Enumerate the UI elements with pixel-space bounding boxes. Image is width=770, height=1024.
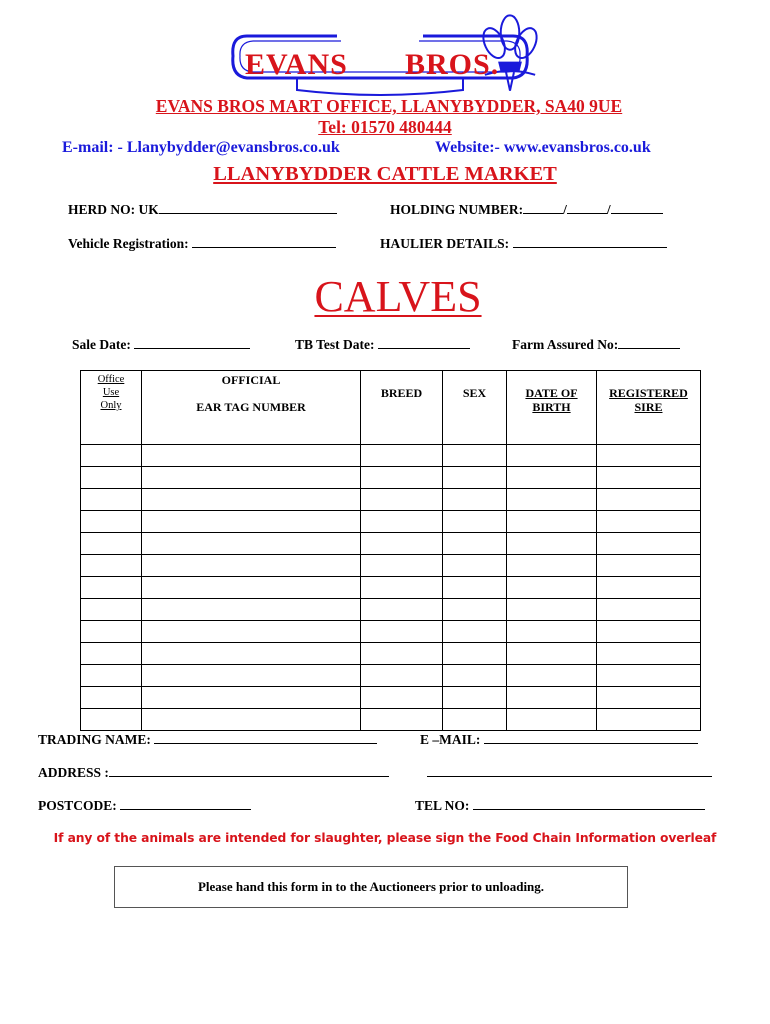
holding-number-label: HOLDING NUMBER: (390, 202, 524, 217)
haulier-details-label: HAULIER DETAILS: (380, 236, 510, 251)
office-email: E-mail: - Llanybydder@evansbros.co.uk (62, 139, 340, 156)
table-row (81, 665, 701, 687)
farm-assured-line[interactable] (618, 337, 680, 349)
office-use-cell[interactable] (81, 489, 142, 511)
registered-sire-cell[interactable] (597, 511, 701, 533)
sale-date-line[interactable] (134, 337, 250, 349)
email-line[interactable] (484, 732, 698, 744)
date-of-birth-cell[interactable] (507, 555, 597, 577)
trading-name-field[interactable] (38, 732, 377, 748)
ear-tag-cell[interactable] (142, 599, 361, 621)
ear-tag-header: OFFICIAL EAR TAG NUMBER (142, 371, 361, 445)
registered-sire-cell[interactable] (597, 467, 701, 489)
registered-sire-cell[interactable] (597, 709, 701, 731)
table-row (81, 577, 701, 599)
date-of-birth-cell[interactable] (507, 511, 597, 533)
table-row (81, 555, 701, 577)
table-row (81, 709, 701, 731)
sex-header: SEX (443, 371, 507, 445)
date-of-birth-cell[interactable] (507, 621, 597, 643)
table-row (81, 445, 701, 467)
date-of-birth-cell[interactable] (507, 665, 597, 687)
registered-sire-header: REGISTERED SIRE (597, 371, 701, 445)
trading-name-line[interactable] (154, 732, 377, 744)
herd-no-line[interactable] (159, 202, 337, 214)
office-use-cell[interactable] (81, 533, 142, 555)
office-address: EVANS BROS MART OFFICE, LLANYBYDDER, SA40 9UE (155, 96, 623, 116)
postcode-field[interactable] (38, 798, 251, 814)
sex-cell[interactable] (443, 445, 507, 467)
registered-sire-cell[interactable] (597, 599, 701, 621)
breed-cell[interactable] (361, 599, 443, 621)
office-use-cell[interactable] (81, 555, 142, 577)
breed-cell[interactable] (361, 445, 443, 467)
postcode-label: POSTCODE: (38, 798, 117, 813)
breed-cell[interactable] (361, 665, 443, 687)
tb-test-date-field[interactable] (295, 337, 470, 353)
sex-cell[interactable] (443, 577, 507, 599)
ear-tag-cell[interactable] (142, 555, 361, 577)
slaughter-notice: If any of the animals are intended for slaughter, please sign the Food Chain Information overleaf (53, 831, 717, 845)
office-use-cell[interactable] (81, 511, 142, 533)
ear-tag-cell[interactable] (142, 467, 361, 489)
date-of-birth-header: DATE OF BIRTH (507, 371, 597, 445)
table-row (81, 533, 701, 555)
sex-cell[interactable] (443, 533, 507, 555)
registered-sire-cell[interactable] (597, 665, 701, 687)
sex-cell[interactable] (443, 687, 507, 709)
farm-assured-field[interactable] (512, 337, 680, 353)
vehicle-registration-label: Vehicle Registration: (68, 236, 189, 251)
logo-name-right: BROS. (405, 48, 500, 81)
address-line-2-field[interactable] (427, 765, 712, 781)
ear-tag-cell[interactable] (142, 533, 361, 555)
vehicle-registration-line[interactable] (192, 236, 336, 248)
address-line-1[interactable] (109, 765, 389, 777)
table-row (81, 599, 701, 621)
breed-cell[interactable] (361, 577, 443, 599)
office-use-cell[interactable] (81, 709, 142, 731)
table-row (81, 489, 701, 511)
registered-sire-cell[interactable] (597, 621, 701, 643)
date-of-birth-cell[interactable] (507, 687, 597, 709)
calves-table-body (81, 445, 701, 731)
holding-number-part-1[interactable] (523, 202, 563, 214)
herd-no-field[interactable] (68, 202, 337, 218)
sex-cell[interactable] (443, 467, 507, 489)
holding-number-part-3[interactable] (611, 202, 663, 214)
breed-cell[interactable] (361, 511, 443, 533)
hand-in-notice-box (114, 866, 628, 908)
address-line-2[interactable] (427, 765, 712, 777)
ear-tag-cell[interactable] (142, 665, 361, 687)
registered-sire-cell[interactable] (597, 555, 701, 577)
breed-header: BREED (361, 371, 443, 445)
email-field[interactable] (420, 732, 698, 748)
office-use-cell[interactable] (81, 621, 142, 643)
table-row (81, 643, 701, 665)
office-telephone: Tel: 01570 480444 (318, 117, 452, 137)
tb-test-date-label: TB Test Date: (295, 337, 375, 352)
evans-bros-logo (227, 14, 533, 96)
table-header-row (81, 371, 701, 445)
office-use-header: Office Use Only (81, 371, 142, 445)
farm-assured-label: Farm Assured No: (512, 337, 619, 352)
sex-cell[interactable] (443, 621, 507, 643)
ear-tag-cell[interactable] (142, 577, 361, 599)
form-title: CALVES (314, 272, 482, 321)
sale-date-label: Sale Date: (72, 337, 131, 352)
sex-cell[interactable] (443, 665, 507, 687)
registered-sire-cell[interactable] (597, 577, 701, 599)
prince-of-wales-feathers-icon (357, 14, 403, 76)
sex-cell[interactable] (443, 599, 507, 621)
date-of-birth-cell[interactable] (507, 643, 597, 665)
tel-no-label: TEL NO: (415, 798, 470, 813)
breed-cell[interactable] (361, 687, 443, 709)
date-of-birth-cell[interactable] (507, 467, 597, 489)
registered-sire-cell[interactable] (597, 687, 701, 709)
breed-cell[interactable] (361, 533, 443, 555)
address-field[interactable] (38, 765, 389, 781)
address-label: ADDRESS : (38, 765, 109, 780)
office-use-cell[interactable] (81, 665, 142, 687)
office-use-cell[interactable] (81, 599, 142, 621)
date-of-birth-cell[interactable] (507, 709, 597, 731)
sale-date-field[interactable] (72, 337, 250, 353)
logo-name-left: EVANS (245, 48, 348, 81)
office-website: Website:- www.evansbros.co.uk (435, 139, 651, 156)
haulier-details-line[interactable] (513, 236, 667, 248)
table-row (81, 467, 701, 489)
registered-sire-cell[interactable] (597, 445, 701, 467)
office-use-cell[interactable] (81, 467, 142, 489)
registered-sire-cell[interactable] (597, 489, 701, 511)
vehicle-registration-field[interactable] (68, 236, 336, 252)
tel-no-line[interactable] (473, 798, 705, 810)
date-of-birth-cell[interactable] (507, 599, 597, 621)
sex-cell[interactable] (443, 643, 507, 665)
registered-sire-cell[interactable] (597, 533, 701, 555)
tel-no-field[interactable] (415, 798, 705, 814)
office-use-cell[interactable] (81, 445, 142, 467)
table-row (81, 687, 701, 709)
sex-cell[interactable] (443, 709, 507, 731)
table-row (81, 621, 701, 643)
ear-tag-cell[interactable] (142, 643, 361, 665)
ear-tag-cell[interactable] (142, 445, 361, 467)
ear-tag-cell[interactable] (142, 709, 361, 731)
ear-tag-cell[interactable] (142, 687, 361, 709)
date-of-birth-cell[interactable] (507, 445, 597, 467)
office-use-cell[interactable] (81, 687, 142, 709)
sex-cell[interactable] (443, 511, 507, 533)
holding-number-part-2[interactable] (567, 202, 607, 214)
haulier-details-field[interactable] (380, 236, 667, 252)
postcode-line[interactable] (120, 798, 251, 810)
breed-cell[interactable] (361, 555, 443, 577)
breed-cell[interactable] (361, 621, 443, 643)
office-use-cell[interactable] (81, 643, 142, 665)
hand-in-notice-text: Please hand this form in to the Auctioneers prior to unloading. (197, 879, 545, 894)
ear-tag-cell[interactable] (142, 489, 361, 511)
sex-cell[interactable] (443, 555, 507, 577)
sex-cell[interactable] (443, 489, 507, 511)
date-of-birth-cell[interactable] (507, 489, 597, 511)
ear-tag-cell[interactable] (142, 621, 361, 643)
breed-cell[interactable] (361, 643, 443, 665)
holding-number-field[interactable]: HOLDING NUMBER: / / (390, 202, 663, 218)
email-label: E –MAIL: (420, 732, 481, 747)
ear-tag-cell[interactable] (142, 511, 361, 533)
breed-cell[interactable] (361, 709, 443, 731)
calves-table (80, 370, 701, 731)
table-row (81, 511, 701, 533)
tb-test-date-line[interactable] (378, 337, 470, 349)
market-name: LLANYBYDDER CATTLE MARKET (213, 163, 557, 185)
registered-sire-cell[interactable] (597, 643, 701, 665)
breed-cell[interactable] (361, 489, 443, 511)
date-of-birth-cell[interactable] (507, 577, 597, 599)
herd-no-label: HERD NO: UK (68, 202, 159, 217)
breed-cell[interactable] (361, 467, 443, 489)
office-use-cell[interactable] (81, 577, 142, 599)
trading-name-label: TRADING NAME: (38, 732, 151, 747)
date-of-birth-cell[interactable] (507, 533, 597, 555)
